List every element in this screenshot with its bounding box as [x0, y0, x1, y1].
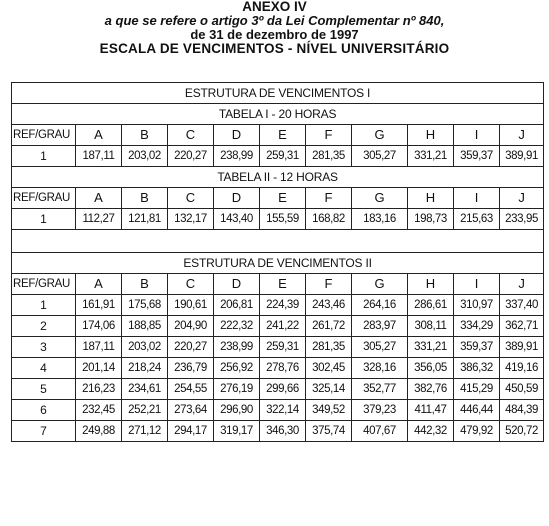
salary-value: 331,21 [408, 146, 454, 167]
column-header-i: I [454, 125, 500, 146]
column-header-h: H [408, 188, 454, 209]
column-header-b: B [122, 125, 168, 146]
salary-value: 271,12 [122, 421, 168, 442]
table-row [12, 295, 544, 316]
column-header-i: I [454, 188, 500, 209]
salary-value: 254,55 [168, 379, 214, 400]
annex-reference: a que se refere o artigo 3º da Lei Complementar nº 840, [104, 13, 445, 28]
column-header-b: B [122, 188, 168, 209]
spacer-cell [12, 230, 544, 253]
salary-value: 305,27 [352, 146, 408, 167]
salary-value: 331,21 [408, 337, 454, 358]
salary-value: 349,52 [306, 400, 352, 421]
salary-value: 216,23 [76, 379, 122, 400]
salary-value: 188,85 [122, 316, 168, 337]
ref-value: 5 [12, 379, 76, 400]
document-header [0, 0, 549, 56]
salary-value: 261,72 [306, 316, 352, 337]
salary-value: 308,11 [408, 316, 454, 337]
ref-value: 3 [12, 337, 76, 358]
salary-value: 112,27 [76, 209, 122, 230]
salary-value: 302,45 [306, 358, 352, 379]
ref-value: 1 [12, 209, 76, 230]
salary-value: 294,17 [168, 421, 214, 442]
estrutura-1-title-row [12, 83, 544, 104]
estrutura-2-title-row [12, 253, 544, 274]
salary-value: 450,59 [500, 379, 544, 400]
column-header-h: H [408, 274, 454, 295]
salary-value: 203,02 [122, 146, 168, 167]
ref-value: 4 [12, 358, 76, 379]
salary-value: 446,44 [454, 400, 500, 421]
salary-value: 201,14 [76, 358, 122, 379]
column-header-c: C [168, 125, 214, 146]
column-header-j: J [500, 125, 544, 146]
column-header-a: A [76, 274, 122, 295]
salary-value: 187,11 [76, 337, 122, 358]
salary-value: 407,67 [352, 421, 408, 442]
estrutura-2-title: ESTRUTURA DE VENCIMENTOS II [12, 253, 544, 274]
salary-value: 222,32 [214, 316, 260, 337]
salary-value: 233,95 [500, 209, 544, 230]
salary-value: 273,64 [168, 400, 214, 421]
salary-value: 215,63 [454, 209, 500, 230]
column-header-e: E [260, 188, 306, 209]
table-row [12, 400, 544, 421]
table-row [12, 146, 544, 167]
table-row [12, 316, 544, 337]
salary-value: 305,27 [352, 337, 408, 358]
scale-title: ESCALA DE VENCIMENTOS - NÍVEL UNIVERSITÁRIO [99, 41, 450, 56]
salary-scale-table [11, 82, 544, 442]
column-header-f: F [306, 274, 352, 295]
column-header-g: G [352, 125, 408, 146]
column-header-e: E [260, 125, 306, 146]
salary-value: 283,97 [352, 316, 408, 337]
salary-value: 132,17 [168, 209, 214, 230]
salary-value: 278,76 [260, 358, 306, 379]
salary-value: 281,35 [306, 146, 352, 167]
ref-grau-header: REF/GRAU [12, 125, 76, 146]
salary-value: 238,99 [214, 146, 260, 167]
column-header-g: G [352, 188, 408, 209]
salary-value: 198,73 [408, 209, 454, 230]
salary-value: 187,11 [76, 146, 122, 167]
estrutura-2-header-row [12, 274, 544, 295]
salary-value: 484,39 [500, 400, 544, 421]
salary-value: 359,37 [454, 337, 500, 358]
salary-value: 249,88 [76, 421, 122, 442]
column-header-h: H [408, 125, 454, 146]
salary-value: 419,16 [500, 358, 544, 379]
salary-value: 232,45 [76, 400, 122, 421]
salary-value: 375,74 [306, 421, 352, 442]
salary-value: 356,05 [408, 358, 454, 379]
salary-value: 161,91 [76, 295, 122, 316]
ref-grau-header: REF/GRAU [12, 188, 76, 209]
salary-value: 220,27 [168, 146, 214, 167]
column-header-c: C [168, 274, 214, 295]
salary-value: 359,37 [454, 146, 500, 167]
salary-value: 319,17 [214, 421, 260, 442]
column-header-i: I [454, 274, 500, 295]
column-header-f: F [306, 188, 352, 209]
salary-value: 256,92 [214, 358, 260, 379]
salary-value: 264,16 [352, 295, 408, 316]
salary-value: 121,81 [122, 209, 168, 230]
salary-value: 520,72 [500, 421, 544, 442]
salary-value: 389,91 [500, 146, 544, 167]
tabela-2-title: TABELA II - 12 HORAS [12, 167, 544, 188]
salary-value: 281,35 [306, 337, 352, 358]
tabela-1-title-row [12, 104, 544, 125]
salary-value: 218,24 [122, 358, 168, 379]
salary-value: 346,30 [260, 421, 306, 442]
column-header-f: F [306, 125, 352, 146]
salary-value: 143,40 [214, 209, 260, 230]
salary-value: 175,68 [122, 295, 168, 316]
annex-title: ANEXO IV [242, 0, 307, 14]
column-header-e: E [260, 274, 306, 295]
salary-value: 190,61 [168, 295, 214, 316]
column-header-g: G [352, 274, 408, 295]
ref-value: 1 [12, 295, 76, 316]
salary-value: 259,31 [260, 146, 306, 167]
ref-value: 6 [12, 400, 76, 421]
salary-value: 415,29 [454, 379, 500, 400]
table-row [12, 358, 544, 379]
column-header-a: A [76, 125, 122, 146]
salary-value: 379,23 [352, 400, 408, 421]
ref-value: 1 [12, 146, 76, 167]
estrutura-1-title: ESTRUTURA DE VENCIMENTOS I [12, 83, 544, 104]
table-row [12, 337, 544, 358]
salary-value: 382,76 [408, 379, 454, 400]
salary-value: 322,14 [260, 400, 306, 421]
salary-value: 276,19 [214, 379, 260, 400]
tabela-1-title: TABELA I - 20 HORAS [12, 104, 544, 125]
column-header-d: D [214, 125, 260, 146]
salary-value: 337,40 [500, 295, 544, 316]
column-header-b: B [122, 274, 168, 295]
column-header-d: D [214, 188, 260, 209]
column-header-j: J [500, 274, 544, 295]
salary-value: 241,22 [260, 316, 306, 337]
salary-value: 168,82 [306, 209, 352, 230]
salary-value: 386,32 [454, 358, 500, 379]
salary-value: 252,21 [122, 400, 168, 421]
salary-value: 203,02 [122, 337, 168, 358]
salary-value: 206,81 [214, 295, 260, 316]
column-header-a: A [76, 188, 122, 209]
salary-value: 334,29 [454, 316, 500, 337]
ref-grau-header: REF/GRAU [12, 274, 76, 295]
salary-value: 389,91 [500, 337, 544, 358]
table-row [12, 209, 544, 230]
salary-value: 411,47 [408, 400, 454, 421]
salary-value: 234,61 [122, 379, 168, 400]
annex-date: de 31 de dezembro de 1997 [190, 27, 359, 42]
column-header-j: J [500, 188, 544, 209]
salary-value: 479,92 [454, 421, 500, 442]
salary-value: 174,06 [76, 316, 122, 337]
salary-value: 238,99 [214, 337, 260, 358]
salary-value: 310,97 [454, 295, 500, 316]
salary-value: 183,16 [352, 209, 408, 230]
salary-value: 362,71 [500, 316, 544, 337]
salary-value: 220,27 [168, 337, 214, 358]
column-header-d: D [214, 274, 260, 295]
salary-value: 224,39 [260, 295, 306, 316]
tabela-2-header-row [12, 188, 544, 209]
table-row [12, 421, 544, 442]
ref-value: 2 [12, 316, 76, 337]
salary-value: 296,90 [214, 400, 260, 421]
salary-value: 352,77 [352, 379, 408, 400]
spacer-row [12, 230, 544, 253]
table-row [12, 379, 544, 400]
tabela-1-header-row [12, 125, 544, 146]
salary-value: 204,90 [168, 316, 214, 337]
salary-value: 286,61 [408, 295, 454, 316]
salary-value: 299,66 [260, 379, 306, 400]
salary-value: 236,79 [168, 358, 214, 379]
tabela-2-title-row [12, 167, 544, 188]
salary-value: 325,14 [306, 379, 352, 400]
salary-value: 442,32 [408, 421, 454, 442]
column-header-c: C [168, 188, 214, 209]
salary-value: 243,46 [306, 295, 352, 316]
salary-value: 155,59 [260, 209, 306, 230]
salary-value: 328,16 [352, 358, 408, 379]
salary-value: 259,31 [260, 337, 306, 358]
ref-value: 7 [12, 421, 76, 442]
